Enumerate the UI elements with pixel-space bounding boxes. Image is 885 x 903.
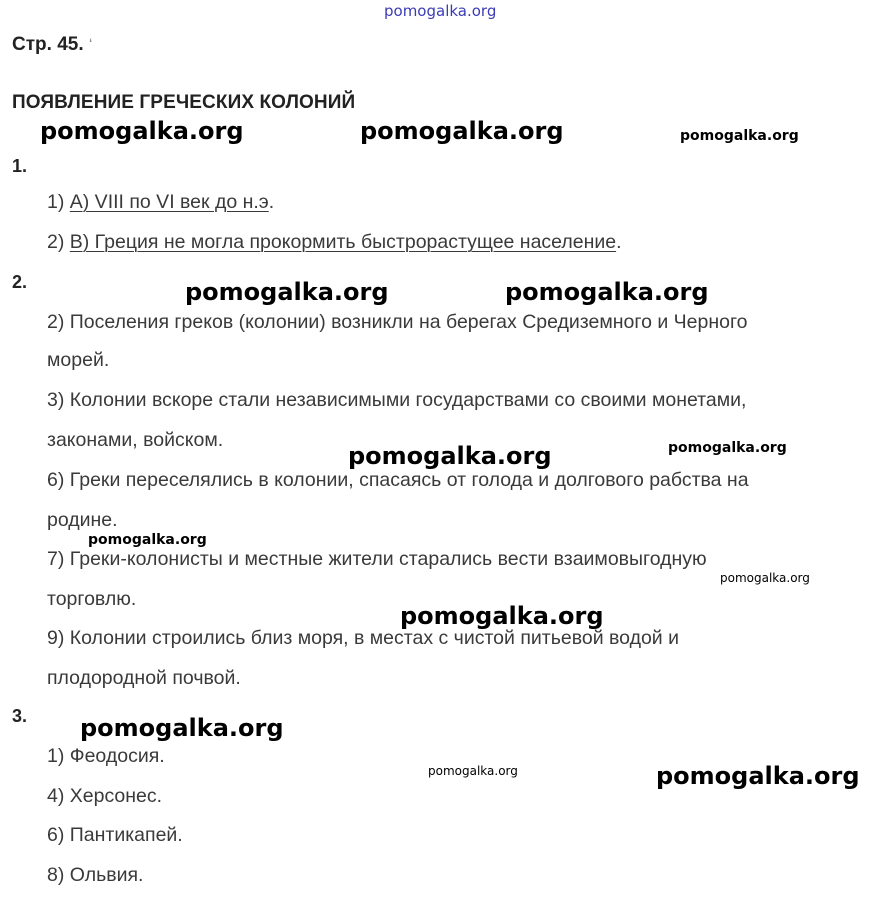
task-3-item: 1) Феодосия. xyxy=(47,745,165,767)
task-3-number: 3. xyxy=(12,706,28,726)
task-3-item: 4) Херсонес. xyxy=(47,785,163,807)
page-marker: ʻ xyxy=(88,37,93,54)
watermark: pomogalka.org xyxy=(720,571,810,585)
task-2-line: торговлю. xyxy=(47,588,137,610)
watermark: pomogalka.org xyxy=(505,278,709,306)
task-1-answer-2: В) Греция не могла прокормить быстрорастущее население xyxy=(69,231,617,253)
watermark: pomogalka.org xyxy=(348,442,552,470)
task-2-line: морей. xyxy=(47,349,110,371)
watermark: pomogalka.org xyxy=(40,117,244,145)
page-label xyxy=(12,34,92,56)
task-2-line: плодородной почвой. xyxy=(47,667,241,689)
task-3-item: 8) Ольвия. xyxy=(47,864,144,886)
task-2-line: 6) Греки переселялись в колонии, спасаясь от голода и долгового рабства на xyxy=(47,469,749,491)
task-1-item-1: 1) А) VIII по VI век до н.э. xyxy=(47,191,275,213)
watermark: pomogalka.org xyxy=(668,440,787,456)
task-2-line: родине. xyxy=(47,509,118,531)
task-3-item: 6) Пантикапей. xyxy=(47,824,183,846)
task-1-number: 1. xyxy=(12,156,28,176)
page-title: ПОЯВЛЕНИЕ ГРЕЧЕСКИХ КОЛОНИЙ xyxy=(12,92,356,113)
watermark: pomogalka.org xyxy=(360,117,564,145)
task-2-line: 2) Поселения греков (колонии) возникли на берегах Средиземного и Черного xyxy=(47,311,748,333)
page-number: Стр. 45. xyxy=(12,34,84,55)
watermark-top: pomogalka.org xyxy=(384,2,497,20)
task-2-line: 3) Колонии вскоре стали независимыми государствами со своими монетами, xyxy=(47,389,747,411)
watermark: pomogalka.org xyxy=(185,278,389,306)
watermark: pomogalka.org xyxy=(400,602,604,630)
watermark: pomogalka.org xyxy=(88,532,207,548)
task-1-item-2: 2) В) Греция не могла прокормить быстрорастущее население. xyxy=(47,231,622,253)
task-2-line: 9) Колонии строились близ моря, в местах с чистой питьевой водой и xyxy=(47,627,680,649)
task-2-number: 2. xyxy=(12,272,28,292)
watermark: pomogalka.org xyxy=(656,762,860,790)
task-2-line: законами, войском. xyxy=(47,429,224,451)
task-1-answer-1: А) VIII по VI век до н.э xyxy=(69,191,269,213)
task-2-line: 7) Греки-колонисты и местные жители старались вести взаимовыгодную xyxy=(47,548,707,570)
watermark: pomogalka.org xyxy=(428,764,518,778)
watermark: pomogalka.org xyxy=(680,128,799,144)
watermark: pomogalka.org xyxy=(80,714,284,742)
